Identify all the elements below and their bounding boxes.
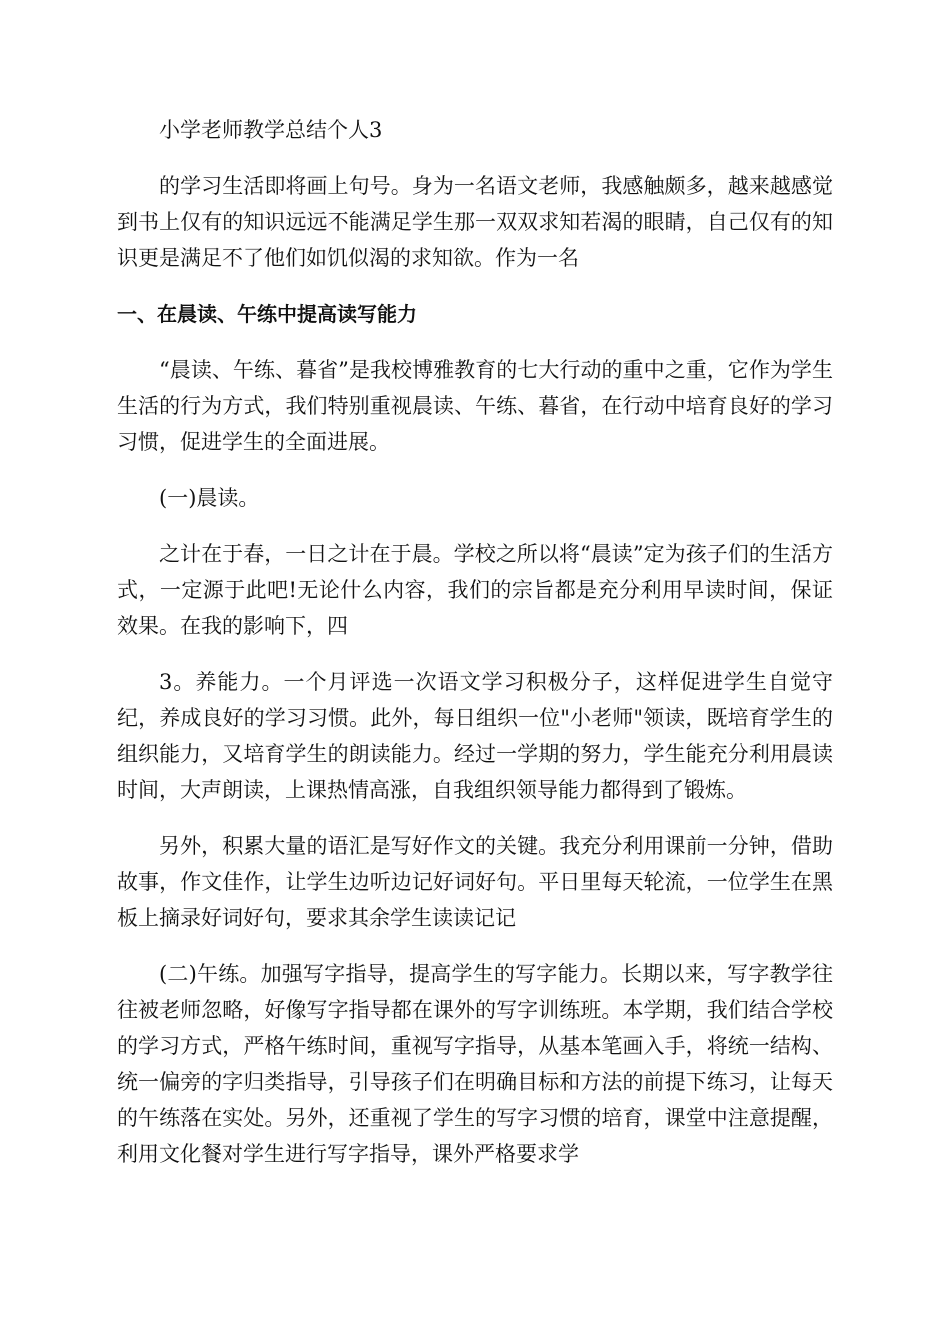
paragraph-ability: 3。养能力。一个月评选一次语文学习积极分子，这样促进学生自觉守纪，养成良好的学习习惯。此外，每日组织一位"小老师"领读，既培育学生的组织能力，又培育学生的朗读能力。经过一学期的努力，学生能充分利用晨读时间，大声朗读，上课热情高涨，自我组织领导能力都得到了锻炼。 (117, 670, 833, 802)
document-title: 小学老师教学总结个人3 (159, 118, 383, 142)
paragraph-noon-practice: (二)午练。加强写字指导，提高学生的写字能力。长期以来，写字教学往往被老师忽略，好像写字指导都在课外的写字训练班。本学期，我们结合学校的学习方式，严格午练时间，重视写字指导，从基本笔画入手，将统一结构、统一偏旁的字归类指导，引导孩子们在明确目标和方法的前提下练习，让每天的午练落在实处。另外，还重视了学生的写字习惯的培育，课堂中注意提醒，利用文化餐对学生进行写字指导，课外严格要求学 (117, 962, 833, 1166)
section-heading: 一、在晨读、午练中提高读写能力 (117, 302, 417, 326)
intro-paragraph: 的学习生活即将画上句号。身为一名语文老师，我感触颇多，越来越感觉到书上仅有的知识远远不能满足学生那一双双求知若渴的眼睛，自己仅有的知识更是满足不了他们如饥似渴的求知欲。作为一名 (117, 174, 833, 270)
document-body (117, 112, 833, 1192)
paragraph-morning-reading: 之计在于春，一日之计在于晨。学校之所以将“晨读”定为孩子们的生活方式，一定源于此吧!无论什么内容，我们的宗旨都是充分利用早读时间，保证效果。在我的影响下，四 (117, 542, 833, 638)
paragraph-morning-reading-intro: “晨读、午练、暮省”是我校博雅教育的七大行动的重中之重，它作为学生生活的行为方式，我们特别重视晨读、午练、暮省，在行动中培育良好的学习习惯，促进学生的全面进展。 (117, 358, 833, 454)
subheading-morning-reading: (一)晨读。 (159, 486, 260, 510)
paragraph-vocabulary: 另外，积累大量的语汇是写好作文的关键。我充分利用课前一分钟，借助故事，作文佳作，让学生边听边记好词好句。平日里每天轮流，一位学生在黑板上摘录好词好句，要求其余学生读读记记 (117, 834, 833, 930)
